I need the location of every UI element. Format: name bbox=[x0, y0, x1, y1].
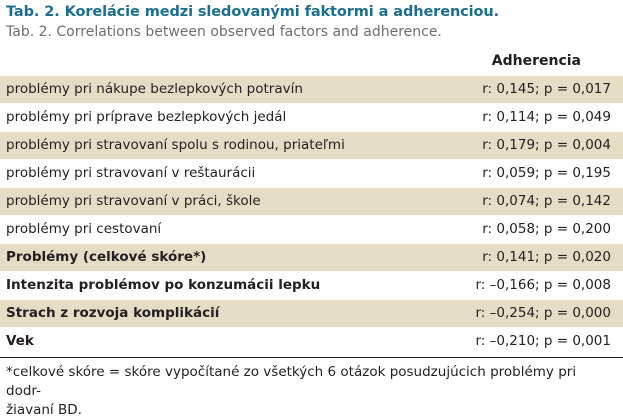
row-label: problémy pri cestovaní bbox=[6, 221, 162, 237]
correlation-table bbox=[0, 76, 623, 356]
row-label: problémy pri príprave bezlepkových jedál bbox=[6, 109, 287, 125]
row-label: problémy pri stravovaní spolu s rodinou, priateľmi bbox=[6, 137, 345, 153]
row-value: r: 0,145; p = 0,017 bbox=[482, 81, 611, 97]
table-row bbox=[0, 328, 623, 356]
row-label: problémy pri stravovaní v reštaurácii bbox=[6, 165, 256, 181]
column-header-adherence: Adherencia bbox=[491, 53, 581, 69]
row-label: problémy pri nákupe bezlepkových potravín bbox=[6, 81, 303, 97]
row-label: Strach z rozvoja komplikácií bbox=[6, 305, 220, 321]
table-row bbox=[0, 132, 623, 160]
row-value: r: 0,179; p = 0,004 bbox=[482, 137, 611, 153]
table-row bbox=[0, 104, 623, 132]
row-value: r: 0,074; p = 0,142 bbox=[482, 193, 611, 209]
table-row bbox=[0, 300, 623, 328]
row-label: Vek bbox=[6, 333, 34, 349]
row-value: r: –0,210; p = 0,001 bbox=[475, 333, 611, 349]
row-value: r: 0,058; p = 0,200 bbox=[482, 221, 611, 237]
footnote-line-2: žiavaní BD. bbox=[6, 402, 82, 418]
row-label: Intenzita problémov po konzumácii lepku bbox=[6, 277, 321, 293]
table-row bbox=[0, 272, 623, 300]
table-row bbox=[0, 216, 623, 244]
row-value: r: –0,166; p = 0,008 bbox=[475, 277, 611, 293]
table-footnote bbox=[6, 363, 611, 420]
table-row bbox=[0, 188, 623, 216]
table-row bbox=[0, 76, 623, 104]
footnote-line-1: *celkové skóre = skóre vypočítané zo všetkých 6 otázok posudzujúcich problémy pri dodr- bbox=[6, 364, 577, 399]
table-row bbox=[0, 160, 623, 188]
table-title: Tab. 2. Korelácie medzi sledovanými faktormi a adherenciou. bbox=[6, 4, 500, 20]
row-label: problémy pri stravovaní v práci, škole bbox=[6, 193, 261, 209]
row-value: r: –0,254; p = 0,000 bbox=[475, 305, 611, 321]
table-bottom-rule bbox=[0, 357, 623, 358]
table-row bbox=[0, 244, 623, 272]
column-header-row bbox=[0, 48, 623, 77]
table-subtitle: Tab. 2. Correlations between observed factors and adherence. bbox=[6, 24, 442, 40]
row-value: r: 0,141; p = 0,020 bbox=[482, 249, 611, 265]
row-value: r: 0,059; p = 0,195 bbox=[482, 165, 611, 181]
row-label: Problémy (celkové skóre*) bbox=[6, 249, 207, 265]
row-value: r: 0,114; p = 0,049 bbox=[482, 109, 611, 125]
